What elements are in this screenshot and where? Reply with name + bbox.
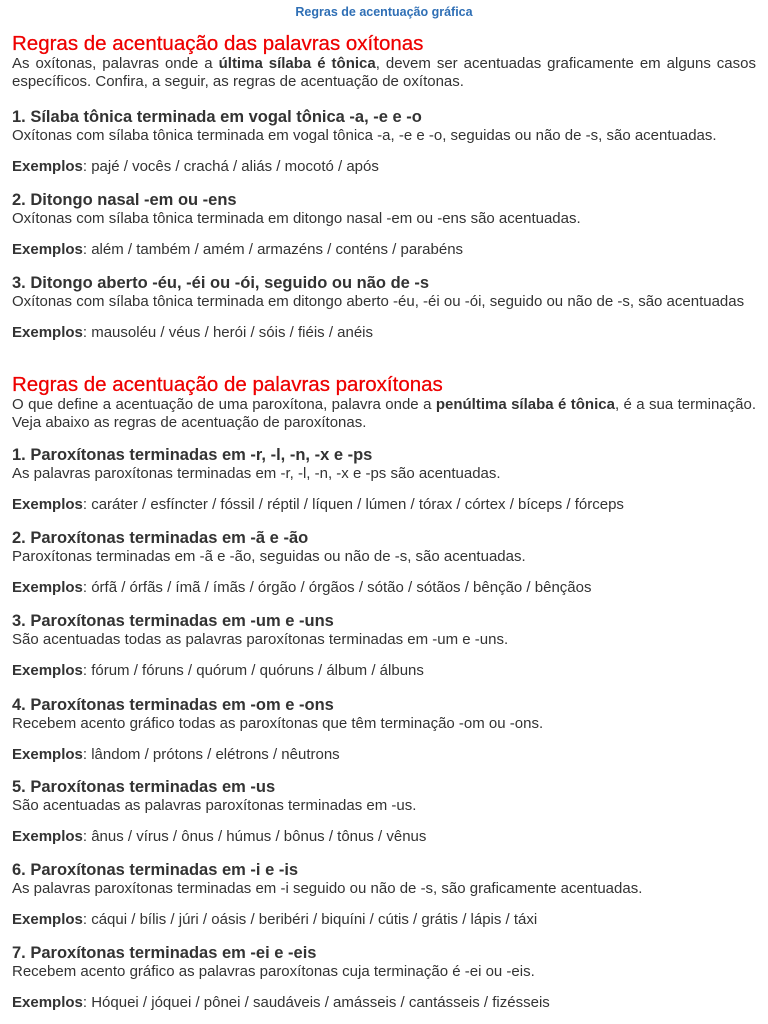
section-title: Regras de acentuação das palavras oxítonas — [12, 32, 424, 55]
examples-label: Exemplos — [12, 495, 83, 513]
rule-title: 1. Paroxítonas terminadas em -r, -l, -n, -x e -ps — [12, 446, 373, 464]
rule-examples — [12, 241, 756, 259]
examples-list: : ânus / vírus / ônus / húmus / bônus / tônus / vênus — [82, 827, 427, 845]
examples-label: Exemplos — [12, 578, 83, 596]
rule-title: 5. Paroxítonas terminadas em -us — [12, 778, 276, 796]
examples-list: : cáqui / bílis / júri / oásis / beribéri / biquíni / cútis / grátis / lápis / táxi — [82, 910, 538, 928]
rule-description: Paroxítonas terminadas em -ã e -ão, seguidas ou não de -s, são acentuadas. — [12, 548, 526, 565]
rule-description: São acentuadas todas as palavras paroxítonas terminadas em -um e -uns. — [12, 631, 509, 648]
intro-bold: última sílaba é tônica — [218, 55, 376, 72]
rule-paroxitona-2 — [12, 529, 756, 596]
rule-title: 3. Ditongo aberto -éu, -éi ou -ói, seguido ou não de -s — [12, 274, 430, 292]
examples-list: : além / também / amém / armazéns / conténs / parabéns — [82, 240, 464, 258]
rule-description: São acentuadas as palavras paroxítonas terminadas em -us. — [12, 797, 417, 814]
rule-title: 3. Paroxítonas terminadas em -um e -uns — [12, 612, 334, 630]
intro-text: , é a sua terminação. Veja abaixo as regras de acentuação de paroxítonas. — [12, 396, 757, 431]
examples-list: : caráter / esfíncter / fóssil / réptil / líquen / lúmen / tórax / córtex / bíceps / fórceps — [82, 495, 624, 513]
rule-paroxitona-5 — [12, 778, 756, 845]
section-title: Regras de acentuação de palavras paroxítonas — [12, 373, 443, 396]
rule-title: 7. Paroxítonas terminadas em -ei e -eis — [12, 944, 317, 962]
rule-description: Recebem acento gráfico todas as paroxítonas que têm terminação -om ou -ons. — [12, 715, 544, 732]
rule-examples — [12, 746, 756, 764]
rule-examples — [12, 911, 756, 929]
rule-examples — [12, 662, 756, 680]
rule-title: 2. Paroxítonas terminadas em -ã e -ão — [12, 529, 309, 547]
rule-examples — [12, 158, 756, 176]
examples-label: Exemplos — [12, 323, 83, 341]
rule-paroxitona-6 — [12, 861, 756, 928]
rule-description: Oxítonas com sílaba tônica terminada em vogal tônica -a, -e e -o, seguidas ou não de -s, são acentuadas. — [12, 127, 717, 144]
rule-paroxitona-7 — [12, 944, 756, 1011]
rule-examples — [12, 496, 756, 514]
examples-label: Exemplos — [12, 157, 83, 175]
document-page — [12, 0, 757, 1011]
rule-oxitona-3 — [12, 274, 756, 341]
rule-title: 1. Sílaba tônica terminada em vogal tônica -a, -e e -o — [12, 108, 422, 126]
examples-list: : Hóquei / jóquei / pônei / saudáveis / amásseis / cantásseis / fizésseis — [82, 993, 550, 1011]
section-intro — [12, 396, 756, 431]
examples-list: : órfã / órfãs / ímã / ímãs / órgão / órgãos / sótão / sótãos / bênção / bênçãos — [82, 578, 592, 596]
rule-title: 2. Ditongo nasal -em ou -ens — [12, 191, 237, 209]
section-oxitonas — [12, 33, 756, 90]
rule-examples — [12, 324, 756, 342]
rule-description: As palavras paroxítonas terminadas em -i seguido ou não de -s, são graficamente acentuadas. — [12, 880, 643, 897]
rule-oxitona-2 — [12, 191, 756, 258]
rule-description: Recebem acento gráfico as palavras paroxítonas cuja terminação é -ei ou -eis. — [12, 963, 535, 980]
rule-examples — [12, 579, 756, 597]
intro-bold: penúltima sílaba é tônica — [435, 396, 615, 413]
intro-text: , devem ser acentuadas graficamente em alguns casos específicos. Confira, a seguir, as regras de acentuação de oxítonas. — [12, 55, 756, 90]
rule-paroxitona-3 — [12, 612, 756, 679]
rule-paroxitona-1 — [12, 446, 756, 513]
intro-text: As oxítonas, palavras onde a — [12, 55, 219, 72]
rule-oxitona-1 — [12, 108, 756, 175]
examples-list: : lândom / prótons / elétrons / nêutrons — [82, 745, 340, 763]
rule-title: 4. Paroxítonas terminadas em -om e -ons — [12, 696, 334, 714]
examples-label: Exemplos — [12, 910, 83, 928]
section-intro — [12, 55, 756, 90]
examples-label: Exemplos — [12, 827, 83, 845]
rule-description: As palavras paroxítonas terminadas em -r, -l, -n, -x e -ps são acentuadas. — [12, 465, 501, 482]
rule-paroxitona-4 — [12, 696, 756, 763]
section-paroxitonas — [12, 374, 756, 431]
rule-examples — [12, 994, 756, 1012]
rule-examples — [12, 828, 756, 846]
rule-description: Oxítonas com sílaba tônica terminada em ditongo aberto -éu, -éi ou -ói, seguido ou não de -s, são acentuadas — [12, 293, 745, 310]
examples-list: : fórum / fóruns / quórum / quóruns / álbum / álbuns — [82, 661, 424, 679]
examples-label: Exemplos — [12, 661, 83, 679]
intro-text: O que define a acentuação de uma paroxítona, palavra onde a — [12, 396, 436, 413]
document-title: Regras de acentuação gráfica — [295, 5, 473, 19]
examples-label: Exemplos — [12, 240, 83, 258]
rule-title: 6. Paroxítonas terminadas em -i e -is — [12, 861, 299, 879]
examples-list: : pajé / vocês / crachá / aliás / mocotó / após — [82, 157, 379, 175]
examples-label: Exemplos — [12, 745, 83, 763]
examples-list: : mausoléu / véus / herói / sóis / fiéis / anéis — [82, 323, 374, 341]
rule-description: Oxítonas com sílaba tônica terminada em ditongo nasal -em ou -ens são acentuadas. — [12, 210, 581, 227]
examples-label: Exemplos — [12, 993, 83, 1011]
